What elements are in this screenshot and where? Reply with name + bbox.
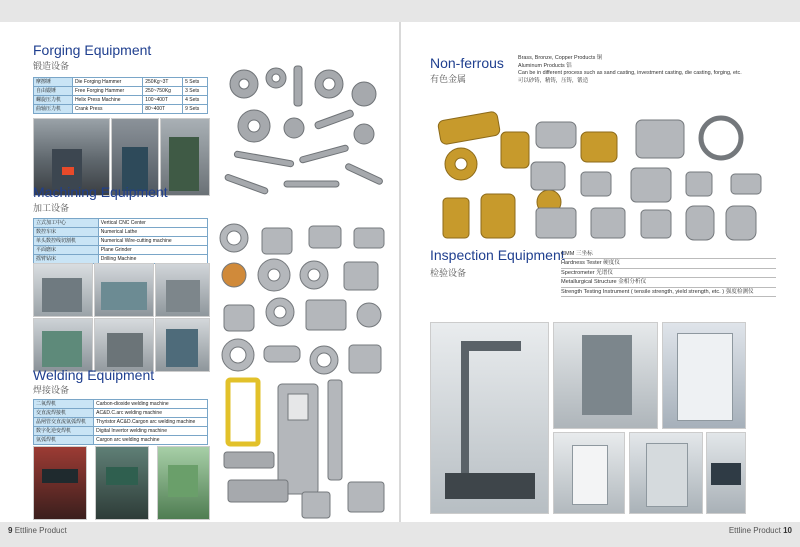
right-page [401,22,800,535]
welding-photo-3 [157,446,210,520]
nonferrous-line: Brass, Bronze, Copper Products 铜 [518,55,603,61]
list-item: Metallurgical Structure 金相分析仪 [561,278,776,287]
table-row: 二氧焊机 Carbon-dioxide welding machine [34,400,208,409]
inspection-title: Inspection Equipment [430,247,565,263]
forged-parts-image [214,56,394,206]
table-row: 平面磨床 Plane Grinder [34,246,208,255]
left-footer-label: Ettline Product [14,526,67,535]
left-page [0,22,399,535]
left-page-number: 9 [8,526,13,535]
forging-subtitle: 锻造设备 [33,61,70,71]
forging-title: Forging Equipment [33,42,152,58]
table-row: 摇臂钻床 Drilling Machine [34,255,208,264]
top-margin-band [0,0,800,22]
table-row: 晶闸管交直流氩弧焊机 Thyristor AC&D.Cargon arc welding machine [34,418,208,427]
table-row: 立式加工中心 Vertical CNC Center [34,219,208,228]
strength-tester-photo [553,322,658,429]
bottom-margin-band [0,522,800,547]
list-item: Hardness Tester 硬度仪 [561,259,776,268]
forging-table [33,77,208,114]
machining-photo-6 [155,318,210,372]
machining-photo-2 [94,263,154,317]
machining-photo-3 [155,263,210,317]
machining-title: Machining Equipment [33,184,168,200]
welding-table [33,399,208,445]
nonferrous-line: 可以砂铸，精铸，压铸，锻造 [518,77,589,84]
hardness-tester-photo [553,432,625,514]
machining-photo-5 [94,318,154,372]
nonferrous-title: Non-ferrous [430,55,504,71]
microscope-photo [629,432,703,514]
nonferrous-line: Can be in different process such as sand casting, investment casting, die casting, forging, etc. [518,70,742,76]
list-item: Strength Testing Instrument ( tensile strength, yield strength, etc. ) 强度检测仪 [561,288,776,297]
table-row: 氩弧焊机 Cargon arc welding machine [34,436,208,445]
table-row: 螺旋压力机 Helix Press Machine 100~400T 4 Sets [34,96,208,105]
welding-subtitle: 焊接设备 [33,385,70,395]
welding-photo-2 [95,446,149,520]
table-row: 曲轴压力机 Crank Press 80~400T 9 Sets [34,105,208,114]
welding-title: Welding Equipment [33,367,155,383]
spectrometer-photo [662,322,746,429]
inspection-subtitle: 检验设备 [430,268,467,278]
welded-parts-image [218,372,393,522]
nonferrous-subtitle: 有色金属 [430,74,467,84]
list-item: Spectrometer 光谱仪 [561,269,776,278]
table-row: 数字化逆变焊机 Digital Invertor welding machine [34,427,208,436]
inspection-list [561,250,776,297]
right-footer-label: Ettline Product [728,526,781,535]
table-row: 自由锻锤 Free Forging Hammer 250~750Kg 3 Sets [34,87,208,96]
list-item: CMM 三坐标 [561,250,776,259]
left-page-footer [8,526,67,535]
monitor-photo [706,432,746,514]
right-page-number: 10 [783,526,792,535]
nonferrous-parts-image [431,102,781,247]
cmm-photo [430,322,549,514]
right-page-footer [729,526,792,535]
table-row: 摩擦锤 Die Forging Hammer 250Kg~3T 5 Sets [34,78,208,87]
machining-photo-4 [33,318,93,372]
table-row: 交直流焊接机 AC&D.C.arc welding machine [34,409,208,418]
nonferrous-line: Aluminum Products 铝 [518,62,572,69]
machining-photo-1 [33,263,93,317]
nonferrous-info [518,55,742,85]
machined-parts-image [214,220,394,385]
table-row: 单头数控线切割机 Numerical Wire-cutting machine [34,237,208,246]
machining-table [33,218,208,264]
machining-subtitle: 加工设备 [33,203,70,213]
table-row: 数控车床 Numerical Lathe [34,228,208,237]
welding-photo-1 [33,446,87,520]
